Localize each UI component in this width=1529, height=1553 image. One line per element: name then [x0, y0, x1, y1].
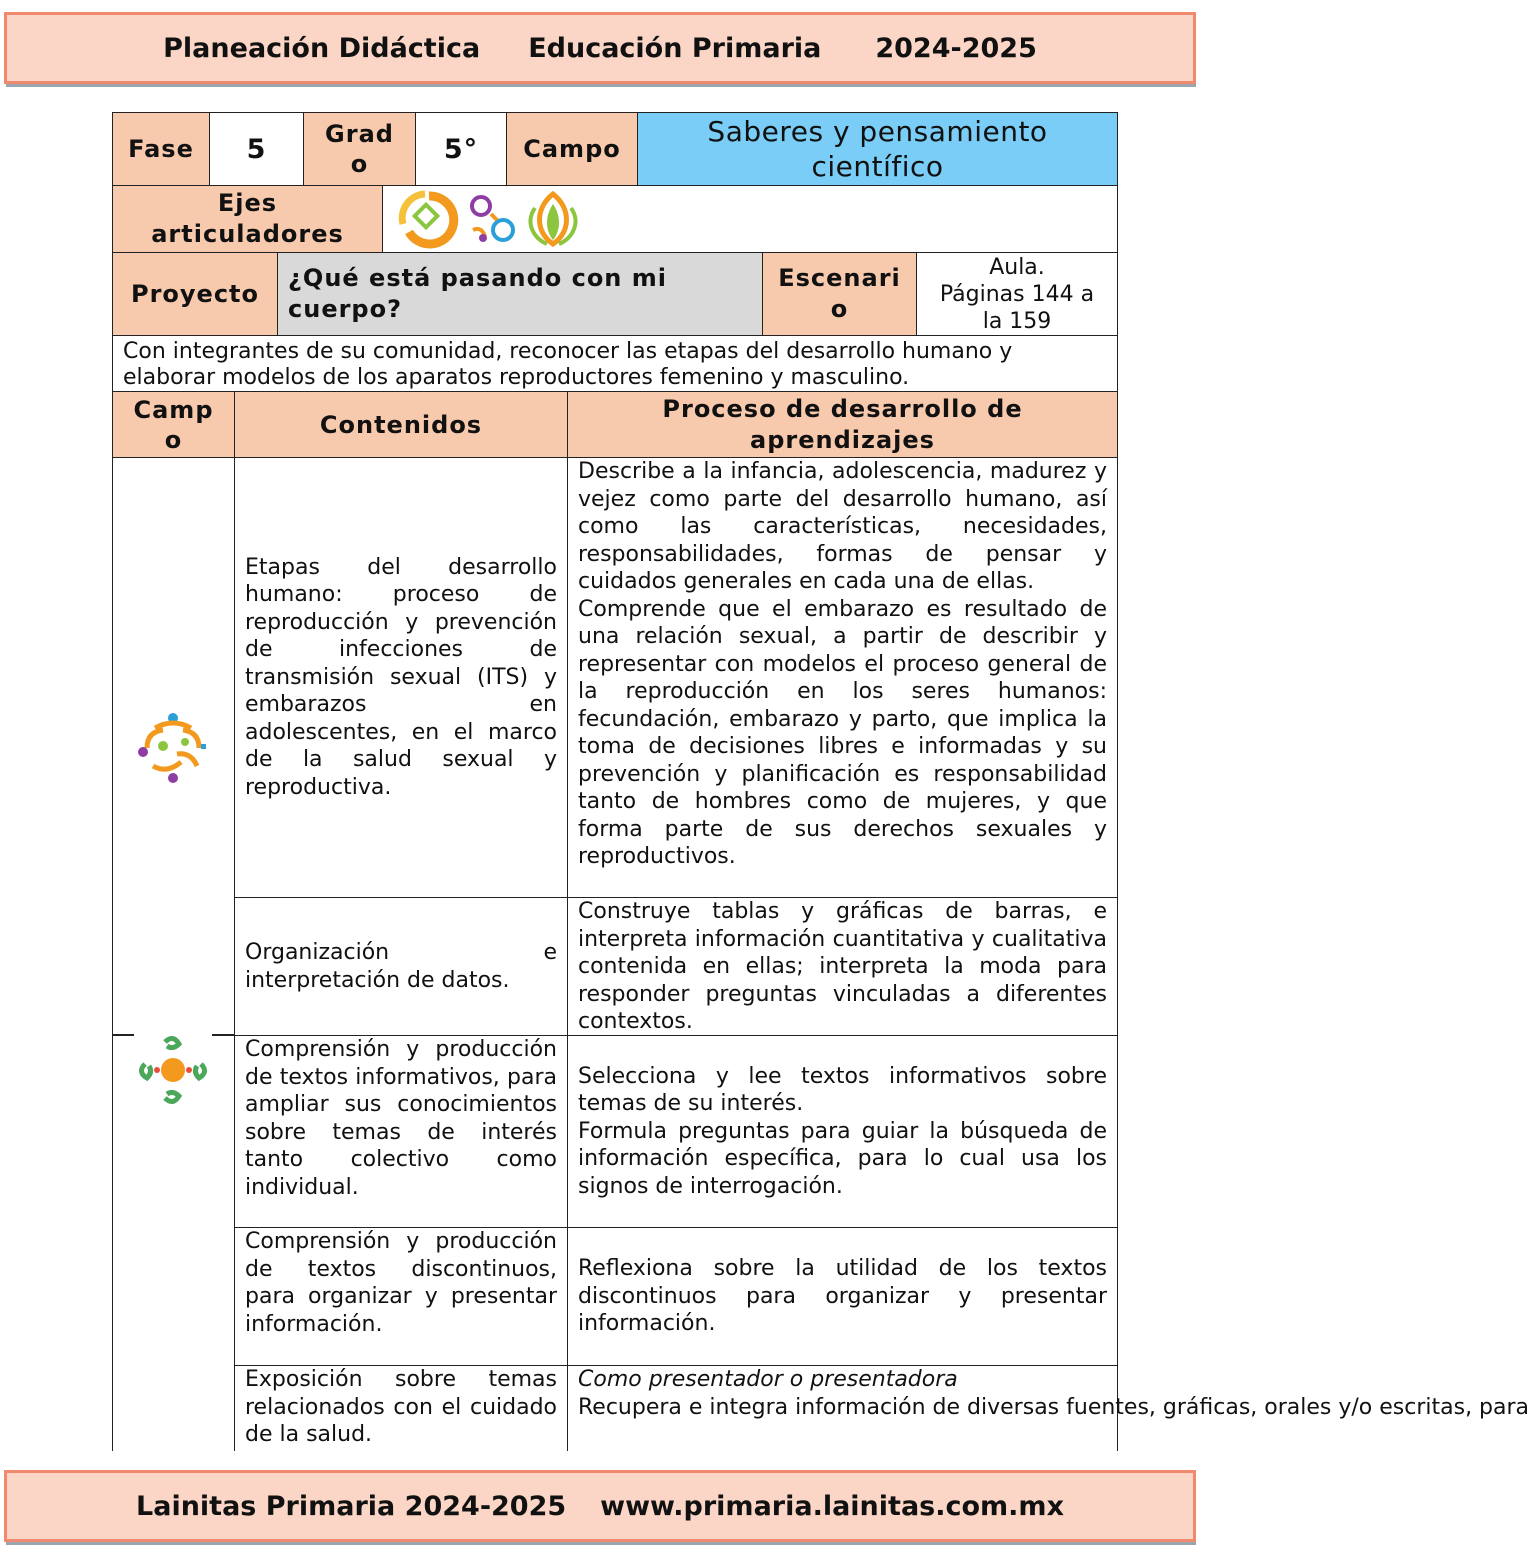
table-row-2-proceso: Construye tablas y gráficas de barras, e interpreta información cuantitativa y cualitativa contenida en ellas; interpreta la moda para responder preguntas vinculadas a diferentes contextos. [567, 897, 1118, 1036]
ejes-icons [395, 188, 595, 252]
table-row-3-proceso: Selecciona y lee textos informativos sobre temas de su interés. Formula preguntas para guiar la búsqueda de información específica, para lo cual usa los signos de interrogación. [567, 1035, 1118, 1228]
interculturalidad-icon [472, 197, 513, 242]
col-proceso-header: Proceso de desarrollo de aprendizajes [567, 391, 1118, 458]
col-contenidos-header: Contenidos [234, 391, 568, 458]
table-row-2-contenido: Organización e interpretación de datos. [234, 897, 568, 1036]
table-row-4-contenido: Comprensión y producción de textos discontinuos, para organizar y presentar información. [234, 1227, 568, 1366]
fase-label: Fase [112, 112, 210, 186]
table-row-4-proceso: Reflexiona sobre la utilidad de los textos discontinuos para organizar y presentar información. [567, 1227, 1118, 1366]
table-row-5-proceso: Como presentador o presentadora Recupera e integra información de diversas fuentes, gráficas, orales y/o escritas, para [567, 1365, 1118, 1451]
proyecto-value: ¿Qué está pasando con mi cuerpo? [277, 252, 763, 336]
table-row-1-contenido: Etapas del desarrollo humano: proceso de reproducción y prevención de infecciones de transmisión sexual (ITS) y embarazos en adolescentes, en el marco de la salud sexual y reproductiva. [234, 457, 568, 898]
footer-url: www.primaria.lainitas.com.mx [600, 1490, 1064, 1522]
campo-column [112, 457, 235, 1451]
table-row-3-contenido: Comprensión y producción de textos informativos, para ampliar sus conocimientos sobre temas de interés tanto colectivo como individual. [234, 1035, 568, 1228]
vida-saludable-icon [531, 194, 576, 244]
table-row-5-contenido: Exposición sobre temas relacionados con el cuidado de la salud. [234, 1365, 568, 1451]
header-level: Educación Primaria [528, 32, 822, 64]
footer-shadow [6, 1542, 1196, 1545]
saberes-campo-icon [133, 708, 213, 788]
campo-value: Saberes y pensamiento científico [637, 112, 1118, 186]
footer-brand: Lainitas Primaria 2024-2025 [136, 1490, 567, 1522]
header-planning: Planeación Didáctica [163, 32, 481, 64]
inclusion-icon [402, 194, 454, 244]
fase-value: 5 [209, 112, 304, 186]
proyecto-label: Proyecto [112, 252, 278, 336]
table-row-1-proceso: Describe a la infancia, adolescencia, madurez y vejez como parte del desarrollo humano, así como las características, necesidades, responsabilidades, formas de pensar y cuidados generales en cada una de ellas. Comprende que el embarazo es resultado de una relación sexual, a partir de describir y representar con modelos el proceso general de la reproducción en los seres humanos: fecundación, embarazo y parto, que implica la toma de decisiones libres e informadas y su prevención y planificación es responsabilidad tanto de hombres como de mujeres, y que forma parte de sus derechos sexuales y reproductivos. [567, 457, 1118, 898]
objective: Con integrantes de su comunidad, reconocer las etapas del desarrollo humano y elaborar modelos de los aparatos reproductores femenino y masculino. [112, 335, 1118, 392]
grado-value: 5° [415, 112, 507, 186]
header-shadow [6, 84, 1196, 87]
header-year: 2024-2025 [875, 32, 1037, 64]
campo-divider-left [112, 1034, 134, 1036]
ejes-label: Ejes articuladores [112, 185, 383, 253]
escenario-value: Aula. Páginas 144 a la 159 [916, 252, 1118, 336]
lenguajes-campo-icon [133, 1030, 213, 1110]
footer-banner [4, 1470, 1196, 1542]
ejes-icons-cell [382, 185, 1118, 253]
grado-label: Grad o [303, 112, 416, 186]
col-campo-header: Camp o [112, 391, 235, 458]
header-banner [4, 12, 1196, 84]
campo-label: Campo [506, 112, 638, 186]
campo-divider-right [212, 1034, 235, 1036]
escenario-label: Escenari o [762, 252, 917, 336]
